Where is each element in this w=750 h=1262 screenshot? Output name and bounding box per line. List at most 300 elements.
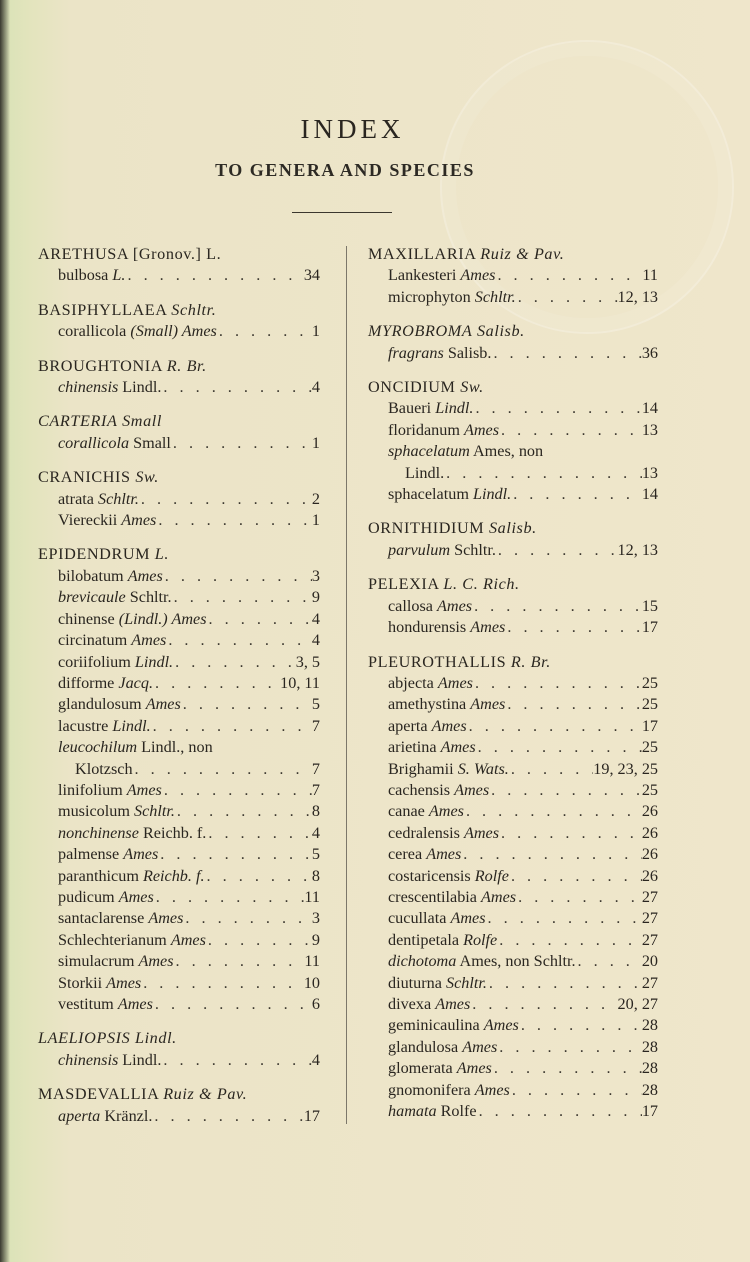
page-numbers: 3 bbox=[311, 566, 320, 585]
genus-authority: Schltr. bbox=[171, 300, 217, 319]
species-author: Ames bbox=[121, 511, 157, 530]
species-text bbox=[58, 510, 156, 531]
species-text bbox=[388, 1058, 492, 1079]
species-entry bbox=[368, 887, 658, 908]
genus-name: CARTERIA bbox=[38, 412, 118, 431]
species-author: Ames bbox=[435, 995, 471, 1013]
dot-leader bbox=[499, 823, 642, 844]
species-entry bbox=[368, 617, 658, 638]
species-entry bbox=[38, 377, 320, 398]
page-numbers: 25 bbox=[641, 780, 658, 799]
species-entry bbox=[368, 1037, 658, 1058]
genus-name: ORNITHIDIUM bbox=[368, 519, 485, 538]
species-entry bbox=[38, 823, 320, 844]
species-name: nonchinense bbox=[58, 823, 139, 842]
dot-leader bbox=[181, 694, 312, 715]
genus-heading bbox=[368, 574, 658, 595]
species-author: Lindl. bbox=[134, 652, 174, 671]
species-author: Schltr. bbox=[134, 802, 175, 821]
species-author: Salisb. bbox=[447, 343, 492, 362]
species-entry bbox=[38, 433, 320, 454]
species-author: (Lindl.) Ames bbox=[118, 609, 207, 628]
page-numbers: 27 bbox=[641, 887, 658, 906]
species-name: floridanum bbox=[388, 420, 460, 439]
species-entry bbox=[38, 630, 320, 651]
species-name: lacustre bbox=[58, 716, 109, 735]
species-entry bbox=[38, 951, 320, 972]
dot-leader bbox=[153, 673, 280, 694]
species-name: cachensis bbox=[388, 780, 451, 799]
species-text bbox=[388, 441, 543, 462]
species-entry bbox=[368, 265, 658, 286]
species-name: glandulosa bbox=[388, 1037, 459, 1056]
index-column-right bbox=[368, 244, 658, 1122]
species-text bbox=[388, 908, 486, 929]
species-author: Lindl. bbox=[435, 399, 474, 418]
species-name: microphyton bbox=[388, 287, 471, 306]
species-author: Kränzl. bbox=[104, 1106, 153, 1125]
species-name: hamata bbox=[388, 1102, 437, 1121]
dot-leader bbox=[496, 540, 618, 561]
page-numbers: 25 bbox=[641, 738, 658, 757]
species-text bbox=[388, 596, 472, 617]
species-author: L. bbox=[112, 266, 126, 285]
species-author: Reichb. f. bbox=[142, 823, 207, 842]
species-entry bbox=[38, 489, 320, 510]
page-numbers: 5 bbox=[311, 695, 320, 714]
species-author: Lindl. bbox=[472, 485, 512, 504]
dot-leader bbox=[487, 973, 642, 994]
genus-heading bbox=[38, 244, 320, 265]
genus-heading bbox=[38, 411, 320, 432]
species-author: Ames bbox=[131, 631, 167, 650]
dot-leader bbox=[166, 630, 312, 651]
dot-leader bbox=[175, 801, 312, 822]
species-entry bbox=[38, 994, 320, 1015]
species-text bbox=[58, 780, 162, 801]
page-title: INDEX bbox=[300, 114, 405, 144]
species-name: dentipetala bbox=[388, 930, 460, 949]
genus-authority: Lindl. bbox=[134, 1029, 177, 1048]
species-text bbox=[388, 780, 489, 801]
species-name: sphacelatum bbox=[388, 442, 470, 461]
genus-heading bbox=[368, 518, 658, 539]
genus-name: PLEUROTHALLIS bbox=[368, 652, 507, 671]
dot-leader bbox=[491, 343, 641, 364]
species-text bbox=[388, 887, 516, 908]
species-name: fragrans bbox=[388, 343, 444, 362]
species-name: geminicaulina bbox=[388, 1016, 480, 1035]
dot-leader bbox=[516, 287, 618, 308]
species-text bbox=[58, 489, 139, 510]
index-column-left bbox=[38, 244, 320, 1127]
dot-leader bbox=[499, 420, 642, 441]
genus-heading bbox=[38, 1084, 320, 1105]
dot-leader bbox=[217, 321, 312, 342]
dot-leader bbox=[461, 844, 642, 865]
species-author: Ames bbox=[483, 1016, 519, 1035]
species-author: Jacq. bbox=[118, 673, 153, 692]
page-numbers: 1 bbox=[311, 433, 320, 452]
species-name: Schlechterianum bbox=[58, 930, 167, 949]
dot-leader bbox=[173, 652, 296, 673]
species-text bbox=[388, 1015, 519, 1036]
species-text bbox=[58, 433, 171, 454]
dot-leader bbox=[162, 780, 312, 801]
dot-leader bbox=[207, 609, 312, 630]
species-name: hondurensis bbox=[388, 618, 467, 637]
page-numbers: 9 bbox=[311, 930, 320, 949]
species-author: Ames bbox=[118, 887, 154, 906]
species-name: coriifolium bbox=[58, 652, 131, 671]
species-text bbox=[405, 463, 444, 484]
dot-leader bbox=[174, 951, 305, 972]
species-text bbox=[388, 973, 487, 994]
species-name: pudicum bbox=[58, 887, 115, 906]
species-text bbox=[388, 1037, 497, 1058]
genus-name: MASDEVALLIA bbox=[38, 1085, 159, 1104]
dot-leader bbox=[473, 673, 642, 694]
page-numbers: 10, 11 bbox=[280, 673, 320, 692]
dot-leader bbox=[139, 489, 312, 510]
page-numbers: 10 bbox=[303, 973, 320, 992]
species-text bbox=[388, 398, 473, 419]
species-entry bbox=[368, 801, 658, 822]
species-text bbox=[388, 617, 505, 638]
page-numbers: 17 bbox=[641, 618, 658, 637]
genus-heading bbox=[368, 321, 658, 342]
species-entry bbox=[368, 596, 658, 617]
dot-leader bbox=[183, 908, 312, 929]
species-text bbox=[58, 566, 163, 587]
species-entry bbox=[38, 652, 320, 673]
species-name: chinensis bbox=[58, 1050, 119, 1069]
genus-name: PELEXIA bbox=[368, 575, 439, 594]
species-name: musicolum bbox=[58, 802, 130, 821]
species-text bbox=[388, 866, 509, 887]
species-entry bbox=[368, 420, 658, 441]
species-author: Ames bbox=[463, 420, 500, 439]
genus-authority: Salisb. bbox=[476, 322, 525, 341]
species-name: Viereckii bbox=[58, 511, 118, 530]
page-numbers: 28 bbox=[641, 1080, 658, 1099]
dot-leader bbox=[473, 398, 641, 419]
species-entry bbox=[38, 780, 320, 801]
species-name: leucochilum bbox=[58, 738, 138, 757]
species-text bbox=[58, 1106, 152, 1127]
genus-name: CRANICHIS bbox=[38, 468, 131, 487]
dot-leader bbox=[476, 737, 642, 758]
species-author: Rolfe bbox=[440, 1102, 477, 1121]
species-name: glomerata bbox=[388, 1059, 453, 1078]
dot-leader bbox=[511, 484, 642, 505]
page-numbers: 14 bbox=[641, 485, 658, 504]
species-entry bbox=[38, 1050, 320, 1071]
page-numbers: 26 bbox=[641, 866, 658, 885]
species-entry bbox=[368, 908, 658, 929]
dot-leader bbox=[510, 1080, 642, 1101]
species-name: corallicola bbox=[58, 322, 127, 341]
page-numbers: 17 bbox=[641, 1102, 658, 1121]
genus-name: BROUGHTONIA bbox=[38, 356, 163, 375]
species-author: Ames bbox=[138, 952, 174, 971]
dot-leader bbox=[497, 1037, 642, 1058]
page-numbers: 28 bbox=[641, 1016, 658, 1035]
species-author: Lindl. bbox=[405, 463, 445, 482]
genus-name: MYROBROMA bbox=[368, 322, 473, 341]
species-entry bbox=[368, 973, 658, 994]
species-text bbox=[58, 801, 175, 822]
species-entry bbox=[38, 587, 320, 608]
species-entry bbox=[368, 673, 658, 694]
title-divider bbox=[292, 212, 392, 213]
dot-leader bbox=[495, 265, 642, 286]
dot-leader bbox=[206, 930, 312, 951]
species-author: Ames bbox=[474, 1080, 510, 1099]
dot-leader bbox=[161, 377, 311, 398]
genus-authority: [Gronov.] L. bbox=[132, 245, 222, 263]
species-author: Lindl. bbox=[122, 1050, 162, 1069]
species-text bbox=[388, 951, 576, 972]
species-name: Lankesteri bbox=[388, 266, 457, 285]
species-author: Ames bbox=[481, 887, 517, 906]
dot-leader bbox=[464, 801, 642, 822]
page-numbers: 28 bbox=[641, 1037, 658, 1056]
genus-authority: Small bbox=[122, 412, 162, 431]
species-entry bbox=[38, 866, 320, 887]
species-author: (Small) Ames bbox=[130, 322, 217, 341]
species-text bbox=[388, 994, 470, 1015]
dot-leader bbox=[152, 1106, 303, 1127]
species-entry bbox=[38, 321, 320, 342]
species-entry bbox=[38, 566, 320, 587]
dot-leader bbox=[206, 823, 312, 844]
species-name: santaclarense bbox=[58, 909, 145, 928]
species-entry bbox=[368, 484, 658, 505]
genus-heading bbox=[368, 652, 658, 673]
species-text bbox=[388, 844, 461, 865]
species-text bbox=[58, 630, 166, 651]
species-author: Ames bbox=[450, 909, 486, 928]
dot-leader bbox=[444, 463, 642, 484]
species-text bbox=[75, 759, 133, 780]
species-author: Ames bbox=[470, 695, 506, 714]
page-numbers: 3 bbox=[311, 909, 320, 928]
species-text bbox=[388, 694, 505, 715]
species-name: costaricensis bbox=[388, 866, 471, 885]
species-text bbox=[388, 759, 509, 780]
genus-name: BASIPHYLLAEA bbox=[38, 300, 167, 319]
species-author: Ames bbox=[454, 780, 490, 799]
genus-heading bbox=[38, 356, 320, 377]
genus-authority: Salisb. bbox=[488, 519, 537, 538]
species-name: bilobatum bbox=[58, 566, 124, 585]
dot-leader bbox=[505, 617, 641, 638]
species-name: crescentilabia bbox=[388, 887, 477, 906]
species-entry bbox=[368, 866, 658, 887]
species-text bbox=[58, 587, 172, 608]
species-name: aperta bbox=[388, 716, 428, 735]
species-text bbox=[388, 1101, 477, 1122]
species-name: chinensis bbox=[58, 378, 119, 397]
species-text bbox=[58, 716, 151, 737]
species-text bbox=[388, 420, 499, 441]
species-entry bbox=[368, 780, 658, 801]
species-author: Ames, non Schltr. bbox=[459, 952, 576, 971]
page-numbers: 17 bbox=[641, 716, 658, 735]
species-text bbox=[58, 823, 206, 844]
species-author: Ames bbox=[426, 845, 462, 864]
page-numbers: 27 bbox=[641, 973, 658, 992]
dot-leader bbox=[516, 887, 642, 908]
species-name: simulacrum bbox=[58, 952, 135, 971]
page-subtitle: TO GENERA AND SPECIES bbox=[215, 160, 475, 180]
page-numbers: 27 bbox=[641, 909, 658, 928]
species-entry bbox=[368, 951, 658, 972]
page-numbers: 8 bbox=[311, 802, 320, 821]
species-entry bbox=[368, 463, 658, 484]
page-numbers: 27 bbox=[641, 930, 658, 949]
page-numbers: 20 bbox=[641, 952, 658, 971]
genus-heading bbox=[38, 544, 320, 565]
species-text bbox=[388, 540, 496, 561]
species-text bbox=[58, 265, 125, 286]
species-name: amethystina bbox=[388, 695, 467, 714]
species-name: cucullata bbox=[388, 909, 447, 928]
species-entry bbox=[368, 1015, 658, 1036]
species-author: Ames bbox=[148, 909, 184, 928]
genus-authority: R. Br. bbox=[166, 356, 207, 375]
page-numbers: 26 bbox=[641, 845, 658, 864]
species-author: Lindl. bbox=[112, 716, 151, 735]
dot-leader bbox=[497, 930, 642, 951]
genus-heading bbox=[368, 244, 658, 265]
species-author: Ames bbox=[428, 802, 464, 821]
species-author: Ames bbox=[431, 716, 467, 735]
species-author: Ames bbox=[437, 596, 473, 615]
species-name: atrata bbox=[58, 489, 94, 508]
genus-heading bbox=[38, 300, 320, 321]
species-entry bbox=[38, 844, 320, 865]
page-numbers: 6 bbox=[311, 995, 320, 1013]
dot-leader bbox=[509, 759, 593, 780]
genus-authority: Sw. bbox=[135, 468, 159, 487]
species-text bbox=[388, 673, 473, 694]
species-text bbox=[388, 1080, 510, 1101]
page-numbers: 25 bbox=[641, 695, 658, 714]
species-name: brevicaule bbox=[58, 588, 126, 607]
species-name: cedralensis bbox=[388, 823, 460, 842]
page-numbers: 1 bbox=[311, 511, 320, 530]
species-author: Ames bbox=[117, 995, 153, 1013]
dot-leader bbox=[158, 844, 312, 865]
dot-leader bbox=[492, 1058, 642, 1079]
species-entry bbox=[368, 343, 658, 364]
page-numbers: 7 bbox=[311, 780, 320, 799]
species-text bbox=[58, 908, 183, 929]
species-name: Baueri bbox=[388, 399, 432, 418]
species-entry bbox=[38, 887, 320, 908]
species-name: vestitum bbox=[58, 995, 114, 1013]
genus-heading bbox=[38, 467, 320, 488]
species-name: Storkii bbox=[58, 973, 103, 992]
dot-leader bbox=[133, 759, 312, 780]
species-name: parvulum bbox=[388, 540, 451, 559]
page-numbers: 28 bbox=[641, 1059, 658, 1078]
dot-leader bbox=[519, 1015, 642, 1036]
species-entry bbox=[38, 973, 320, 994]
page-numbers: 13 bbox=[641, 420, 658, 439]
species-author: Small bbox=[133, 433, 171, 452]
page-numbers: 19, 23, 25 bbox=[593, 759, 658, 778]
species-author: Lindl. bbox=[122, 378, 162, 397]
page-numbers: 11 bbox=[304, 887, 320, 906]
column-divider bbox=[346, 246, 347, 1124]
species-author: Ames bbox=[463, 823, 500, 842]
page-numbers: 11 bbox=[642, 266, 658, 285]
species-entry bbox=[368, 930, 658, 951]
page-numbers: 13 bbox=[641, 463, 658, 482]
species-name: chinense bbox=[58, 609, 115, 628]
species-entry bbox=[38, 265, 320, 286]
species-text bbox=[58, 930, 206, 951]
species-name: canae bbox=[388, 802, 425, 821]
species-name: arietina bbox=[388, 738, 437, 757]
species-author: Schltr. bbox=[129, 588, 172, 607]
species-name: sphacelatum bbox=[388, 485, 469, 504]
genus-heading bbox=[368, 377, 658, 398]
species-author: Schltr. bbox=[454, 540, 496, 559]
species-text bbox=[58, 694, 181, 715]
dot-leader bbox=[154, 887, 305, 908]
dot-leader bbox=[477, 1101, 642, 1122]
dot-leader bbox=[125, 265, 303, 286]
species-author: Lindl., non bbox=[141, 738, 213, 757]
species-author: Schltr. bbox=[98, 489, 139, 508]
species-entry bbox=[368, 823, 658, 844]
species-name: Brighamii bbox=[388, 759, 454, 778]
species-text bbox=[388, 823, 499, 844]
species-entry bbox=[38, 716, 320, 737]
page-numbers: 4 bbox=[311, 609, 320, 628]
page-numbers: 17 bbox=[303, 1106, 320, 1125]
page-numbers: 26 bbox=[641, 802, 658, 821]
page-numbers: 9 bbox=[311, 588, 320, 607]
species-text bbox=[388, 801, 464, 822]
species-author: Schltr. bbox=[474, 287, 516, 306]
species-entry bbox=[368, 844, 658, 865]
species-text bbox=[58, 652, 173, 673]
page-numbers: 11 bbox=[304, 952, 320, 971]
species-entry bbox=[38, 673, 320, 694]
species-author: Klotzsch bbox=[75, 759, 133, 778]
species-name: aperta bbox=[58, 1106, 101, 1125]
species-author: Ames bbox=[440, 738, 476, 757]
species-entry bbox=[368, 441, 658, 462]
species-text bbox=[58, 321, 217, 342]
species-text bbox=[388, 343, 491, 364]
page-numbers: 2 bbox=[311, 489, 320, 508]
species-text bbox=[58, 973, 141, 994]
species-entry bbox=[368, 1101, 658, 1122]
species-entry bbox=[38, 609, 320, 630]
genus-authority: Sw. bbox=[460, 378, 484, 397]
genus-authority: L. C. Rich. bbox=[443, 575, 520, 594]
species-text bbox=[58, 673, 153, 694]
dot-leader bbox=[467, 716, 642, 737]
species-name: difforme bbox=[58, 673, 115, 692]
species-name: circinatum bbox=[58, 631, 128, 650]
